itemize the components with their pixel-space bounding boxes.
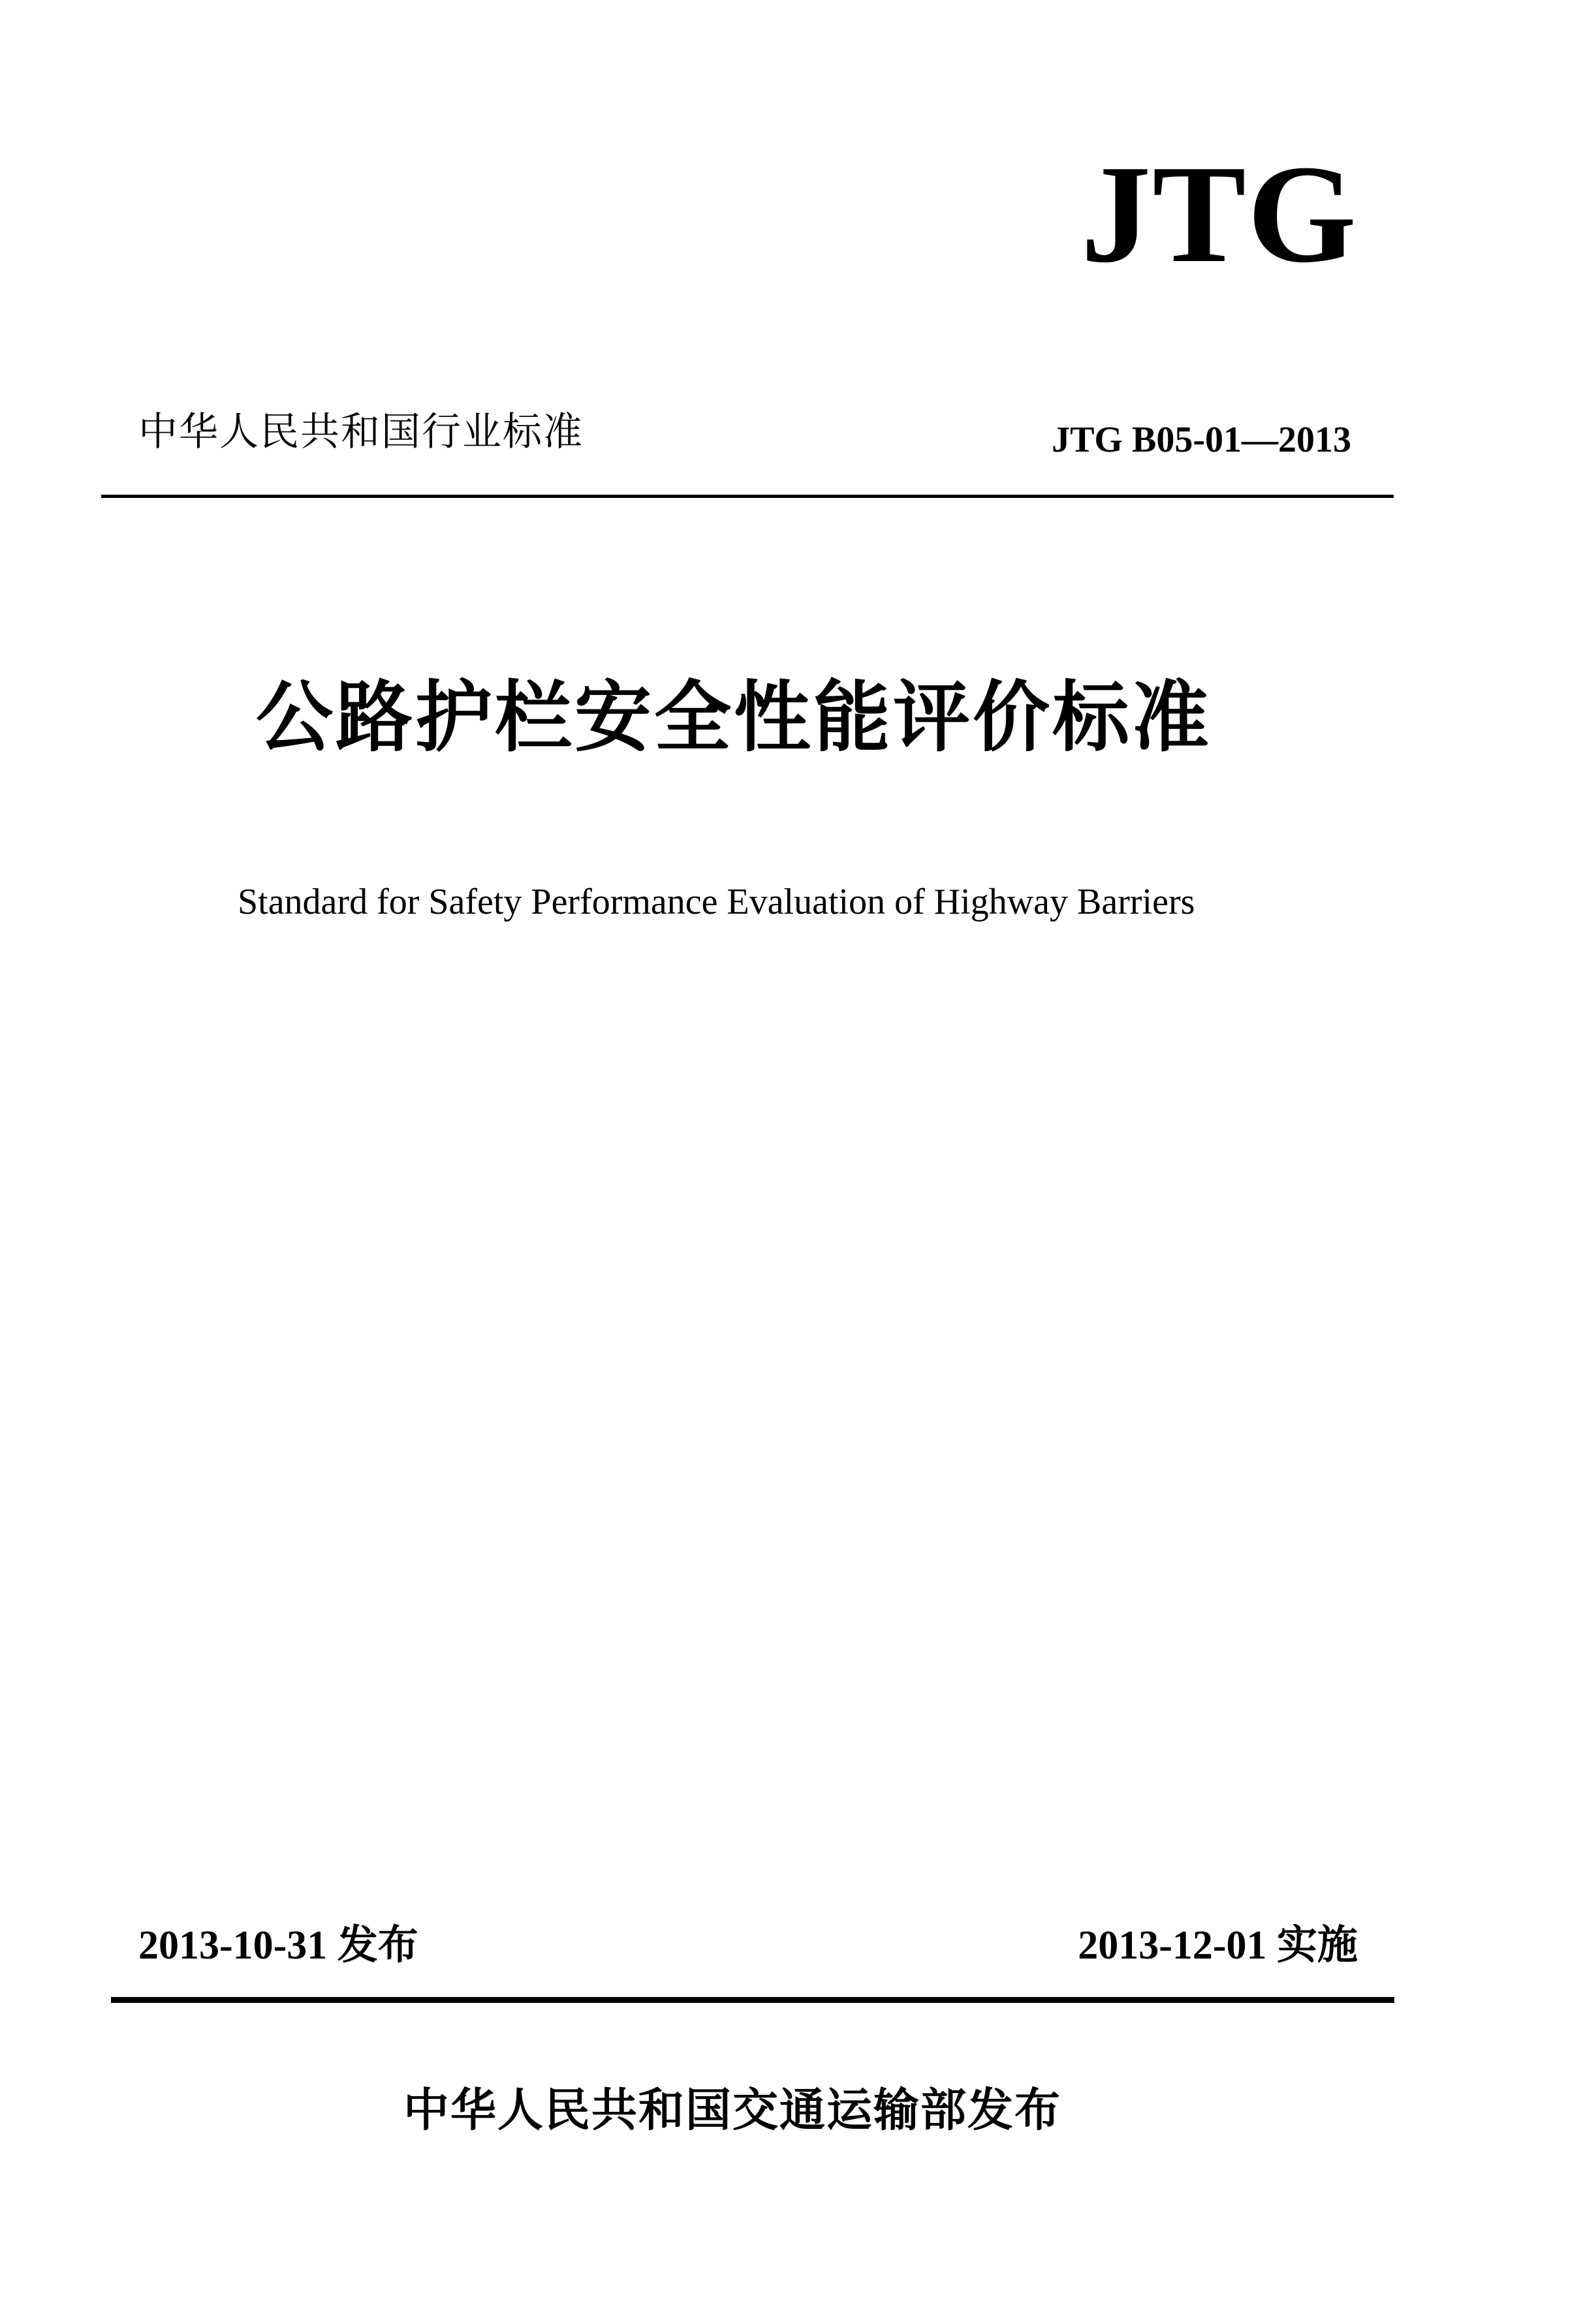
jtg-logo: JTG bbox=[1080, 136, 1358, 292]
publisher: 中华人民共和国交通运输部发布 bbox=[403, 2083, 1061, 2137]
standard-code: JTG B05-01—2013 bbox=[1052, 420, 1351, 460]
publish-date: 2013-10-31 发布 bbox=[138, 1923, 418, 1968]
top-divider bbox=[101, 495, 1394, 498]
title-english: Standard for Safety Performance Evaluation of Highway Barriers bbox=[238, 882, 1195, 922]
standard-category: 中华人民共和国行业标准 bbox=[138, 409, 584, 455]
title-chinese: 公路护栏安全性能评价标准 bbox=[256, 672, 1212, 762]
implement-date: 2013-12-01 实施 bbox=[1078, 1923, 1358, 1968]
bottom-divider bbox=[111, 1997, 1394, 2003]
